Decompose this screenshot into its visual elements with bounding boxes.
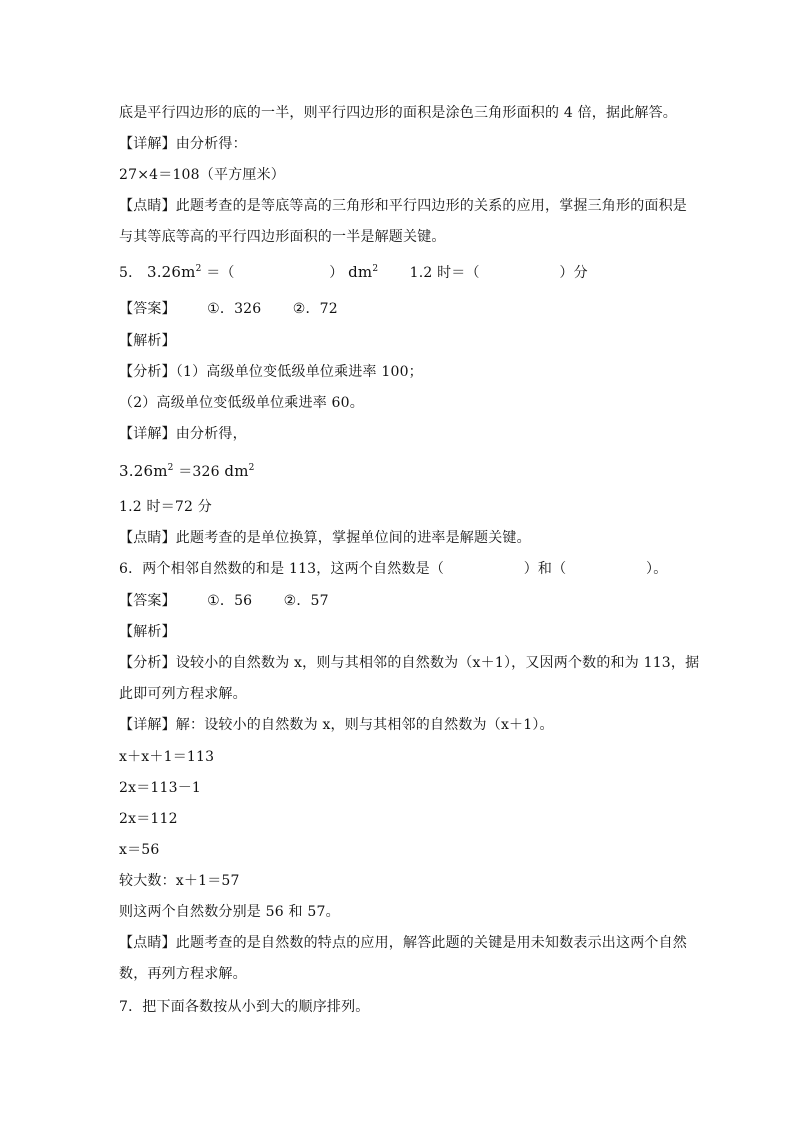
text-fragment: ） [329,265,344,281]
text-line: 【分析】（1）高级单位变低级单位乘进率 100； [119,364,423,380]
answer-label: 【答案】 [119,301,176,317]
text-line: 2x＝113－1 [119,780,202,796]
text-fragment: ）。 [646,561,668,577]
text-line: 1.2 时＝72 分 [119,499,212,515]
text-line: 【点睛】此题考查的是等底等高的三角形和平行四边形的关系的应用，掌握三角形的面积是 [119,198,687,214]
answer-value: ②．72 [292,301,338,317]
math-expr: 3.26m [119,462,168,480]
text-fragment: 6．两个相邻自然数的和是 113，这两个自然数是（ [119,561,445,577]
answer-label: 【答案】 [119,593,176,609]
question-number: 5． [119,265,143,281]
text-fragment: ）分 [559,265,588,281]
answer-line [119,300,694,318]
text-line: 7．把下面各数按从小到大的顺序排列。 [119,999,370,1015]
answer-line [119,592,694,610]
exponent: 2 [248,463,255,473]
answer-value: ①．326 [207,301,262,317]
text-line: 与其等底等高的平行四边形面积的一半是解题关键。 [119,229,446,245]
unit: dm [224,462,249,480]
text-line: 【详解】由分析得， [119,426,247,442]
answer-value: ②．57 [283,593,329,609]
text-line: 【解析】 [119,624,176,640]
text-line: 底是平行四边形的底的一半，则平行四边形的面积是涂色三角形面积的 4 倍，据此解答。 [119,105,678,121]
text-fragment: ＝（ [206,265,235,281]
text-line: 则这两个自然数分别是 56 和 57。 [119,904,340,920]
text-line: 【点睛】此题考查的是单位换算，掌握单位间的进率是解题关键。 [119,530,531,546]
text-line: 【点睛】此题考查的是自然数的特点的应用，解答此题的关键是用未知数表示出这两个自然 [119,935,687,951]
text-fragment: ）和（ [523,561,567,577]
text-line: 27×4＝108（平方厘米） [119,167,285,183]
math-expr: 3.26m [146,263,196,281]
unit: dm [348,263,373,281]
text-line: x＝56 [119,842,160,858]
text-line: 【解析】 [119,333,176,349]
answer-value: ①．56 [207,593,253,609]
text-line: 【详解】解：设较小的自然数为 x，则与其相邻的自然数为（x＋1）。 [119,717,554,733]
text-line: x＋x＋1＝113 [119,749,215,765]
math-line [119,462,694,481]
text-fragment: ＝326 [178,464,220,480]
exponent: 2 [195,264,202,274]
text-line: 此即可列方程求解。 [119,686,247,702]
text-line: 【详解】由分析得： [119,136,247,152]
text-line: （2）高级单位变低级单位乘进率 60。 [119,395,364,411]
text-line: 数，再列方程求解。 [119,966,247,982]
text-line: 较大数：x＋1＝57 [119,873,240,889]
exponent: 2 [372,264,379,274]
question-5 [119,263,694,282]
text-line: 【分析】设较小的自然数为 x，则与其相邻的自然数为（x＋1），又因两个数的和为 113，据 [119,655,700,671]
text-fragment: 1.2 时＝（ [409,265,480,281]
text-line: 2x＝112 [119,811,178,827]
question-6 [119,560,694,578]
exponent: 2 [167,463,174,473]
